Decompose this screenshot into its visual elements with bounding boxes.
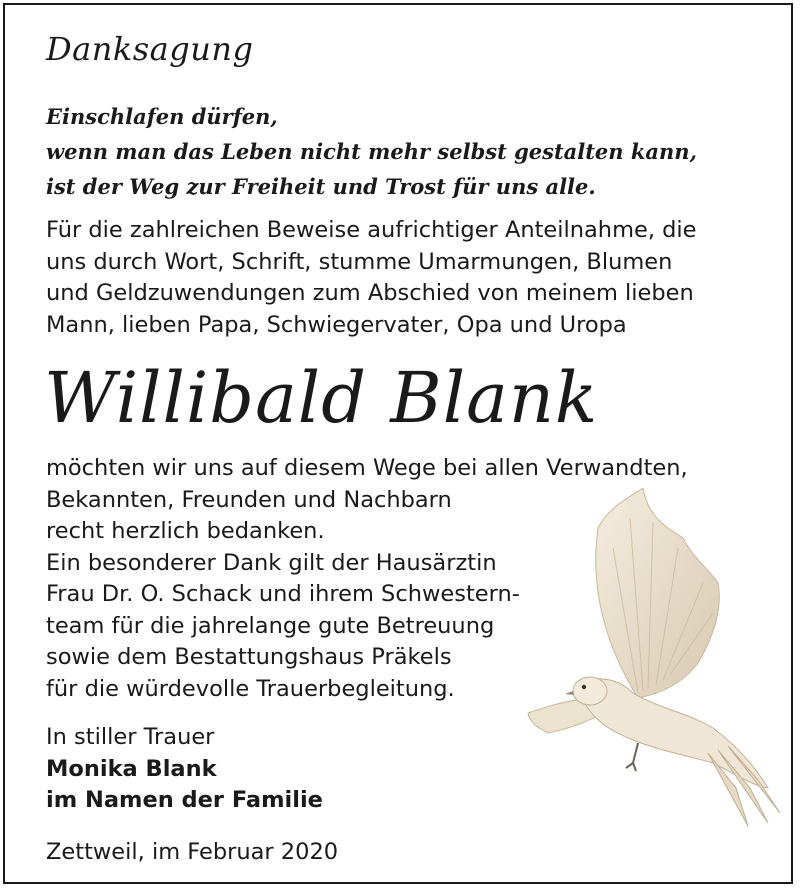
- signature-name: Monika Blank: [46, 755, 217, 782]
- place-date: Zettweil, im Februar 2020: [46, 839, 339, 865]
- intro-line: Für die zahlreichen Beweise aufrichtiger Anteilnahme, die: [46, 217, 697, 243]
- thanks-line: Ein besonderer Dank gilt der Hausärztin: [46, 549, 497, 576]
- signature-intro: In stiller Trauer: [46, 724, 215, 750]
- heading: Danksagung: [46, 30, 254, 68]
- thanks-line: für die würdevolle Trauerbegleitung.: [46, 675, 455, 702]
- poem: [46, 99, 697, 204]
- thanks-line: sowie dem Bestattungshaus Präkels: [46, 644, 452, 670]
- signature-block: [46, 722, 323, 817]
- intro-paragraph: [46, 215, 697, 341]
- poem-line: Einschlafen dürfen,: [46, 104, 278, 129]
- dove-icon: [518, 488, 780, 828]
- poem-line: ist der Weg zur Freiheit und Trost für uns alle.: [46, 174, 596, 199]
- intro-line: Mann, lieben Papa, Schwiegervater, Opa und Uropa: [46, 311, 627, 338]
- thanks-line: Frau Dr. O. Schack und ihrem Schwestern-: [46, 581, 520, 607]
- thanks-line: Bekannten, Freunden und Nachbarn: [46, 486, 452, 513]
- thanks-line: möchten wir uns auf diesem Wege bei allen Verwandten,: [46, 455, 688, 481]
- thanks-line: recht herzlich bedanken.: [46, 518, 325, 544]
- deceased-name: Willibald Blank: [44, 357, 599, 439]
- signature-family: im Namen der Familie: [46, 787, 323, 813]
- poem-line: wenn man das Leben nicht mehr selbst gestalten kann,: [46, 139, 697, 164]
- intro-line: und Geldzuwendungen zum Abschied von meinem lieben: [46, 280, 694, 306]
- intro-line: uns durch Wort, Schrift, stumme Umarmungen, Blumen: [46, 248, 673, 275]
- thanks-line: team für die jahrelange gute Betreuung: [46, 612, 495, 639]
